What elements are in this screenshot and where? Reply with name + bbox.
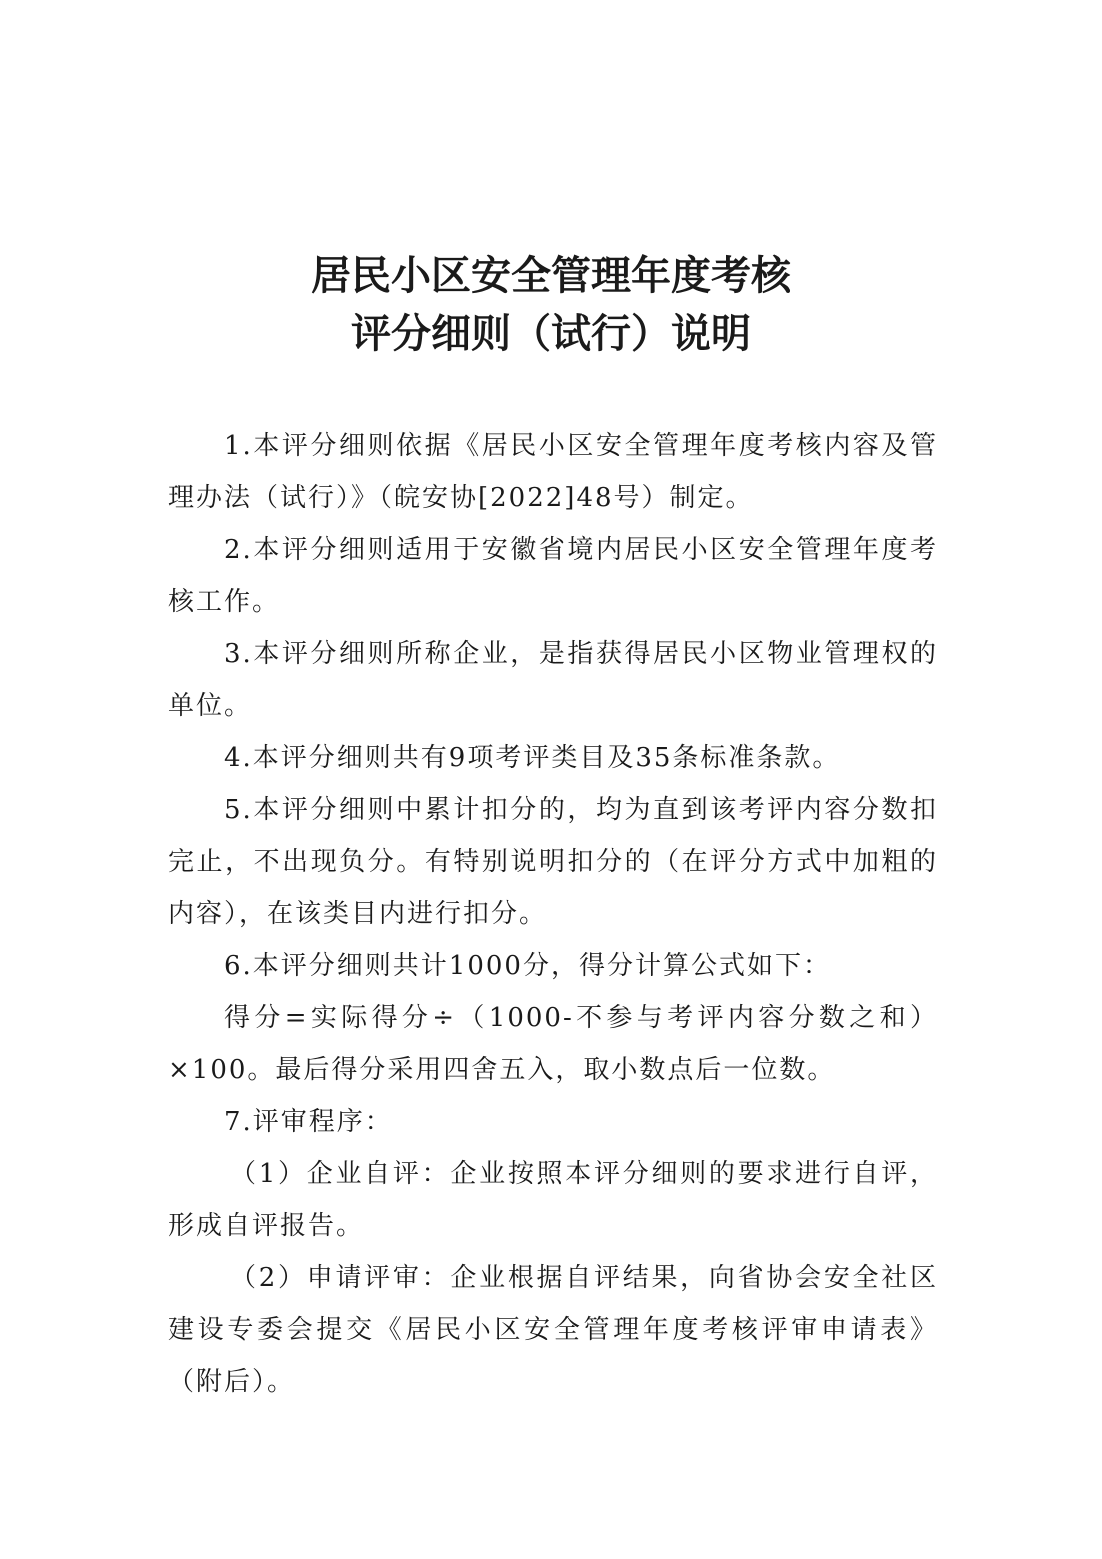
paragraph-review-procedure: 7.评审程序： [224,1107,393,1137]
paragraph-self-evaluation: （1）企业自评：企业按照本评分细则的要求进行自评，形成自评报告。 [168,1159,938,1241]
paragraph-deduction-rules: 5.本评分细则中累计扣分的，均为直到该考评内容分数扣完止，不出现负分。有特别说明扣分的（在评分方式中加粗的内容），在该类目内进行扣分。 [168,795,938,929]
document-body [168,420,938,1408]
paragraph-total-score: 6.本评分细则共计1000分，得分计算公式如下： [224,951,831,981]
paragraph-basis: 1.本评分细则依据《居民小区安全管理年度考核内容及管理办法（试行）》（皖安协[2022]48号）制定。 [168,431,938,513]
paragraph-apply-review: （2）申请评审：企业根据自评结果，向省协会安全社区建设专委会提交《居民小区安全管理年度考核评审申请表》（附后）。 [168,1263,938,1397]
document-title-line-2: 评分细则（试行）说明 [351,311,751,357]
paragraph-categories: 4.本评分细则共有9项考评类目及35条标准条款。 [224,743,841,773]
document-title-line-1: 居民小区安全管理年度考核 [311,253,791,299]
paragraph-score-formula: 得分=实际得分÷（1000-不参与考评内容分数之和）×100。最后得分采用四舍五入，取小数点后一位数。 [168,1003,938,1085]
paragraph-enterprise-definition: 3.本评分细则所称企业，是指获得居民小区物业管理权的单位。 [168,639,938,721]
paragraph-scope: 2.本评分细则适用于安徽省境内居民小区安全管理年度考核工作。 [168,535,938,617]
